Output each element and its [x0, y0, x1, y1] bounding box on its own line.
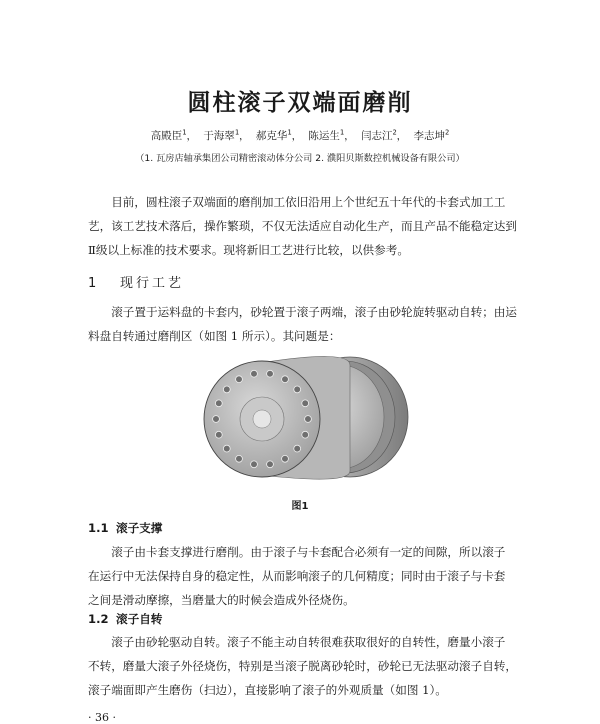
author: 闫志江$^2$	[360, 128, 397, 142]
section-number: 1	[88, 276, 100, 291]
roller-hole	[302, 431, 309, 438]
text-line: 在运行中无法保持自身的稳定性，从而影响滚子的几何精度；同时由于滚子与卡套	[88, 569, 506, 583]
roller-hole	[251, 461, 258, 468]
affiliation: （1. 瓦房店轴承集团公司精密滚动体分公司 2. 濮阳贝斯数控机械设备有限公司）	[135, 153, 465, 164]
roller-hole	[213, 416, 220, 423]
text-line: 滚子端面即产生磨伤（扫边），直接影响了滚子的外观质量（如图 1）。	[88, 683, 447, 697]
author: 于海翠$^1$	[203, 128, 240, 142]
subsection-heading	[88, 520, 162, 536]
roller-hole	[282, 376, 289, 383]
roller-hole	[294, 386, 301, 393]
roller-hole	[302, 400, 309, 407]
page-number: · 36 ·	[88, 711, 116, 724]
page-title: 圆柱滚子双端面磨削	[187, 90, 413, 116]
roller-hole	[267, 461, 274, 468]
subsection-paragraph	[88, 630, 558, 702]
text-line: 滚子由卡套支撑进行磨削。由于滚子与卡套配合必须有一定的间隙，所以滚子	[111, 545, 506, 559]
author: 郝克华$^1$	[255, 128, 292, 142]
text-line: 目前，圆柱滚子双端面的磨削加工依旧沿用上个世纪五十年代的卡套式加工工	[111, 195, 506, 209]
roller-hole	[223, 445, 230, 452]
author-list: 高殿臣$^1$， 于海翠$^1$， 郝克华$^1$， 陈运生$^1$， 闫志江$^2$， 李志坤$^2$	[150, 128, 450, 142]
author: 陈运生$^1$	[308, 128, 345, 142]
roller-hole	[215, 431, 222, 438]
intro-paragraph	[88, 190, 558, 262]
roller-hole	[305, 416, 312, 423]
text-line: 滚子由砂轮驱动自转。滚子不能主动自转很难获取很好的自转性，磨量小滚子	[111, 635, 506, 649]
subsection-title: 滚子自转	[116, 612, 163, 626]
roller-hole	[251, 370, 258, 377]
text-line: 料盘自转通过磨削区（如图 1 所示）。其问题是：	[88, 329, 341, 343]
roller-hole	[282, 455, 289, 462]
section-heading	[88, 272, 184, 291]
carrier-disc	[204, 361, 320, 477]
roller-hole	[236, 376, 243, 383]
subsection-number: 1.1	[88, 521, 109, 535]
text-line: 滚子置于运料盘的卡套内，砂轮置于滚子两端，滚子由砂轮旋转驱动自转；由运	[111, 305, 517, 319]
text-line: 之间是滑动摩擦，当磨量大的时候会造成外径烧伤。	[88, 593, 355, 607]
roller-hole	[294, 445, 301, 452]
roller-hole	[236, 455, 243, 462]
roller-hole	[223, 386, 230, 393]
author: 高殿臣$^1$	[150, 128, 187, 142]
roller-hole	[215, 400, 222, 407]
author: 李志坤$^2$	[413, 128, 450, 142]
text-line: 不转，磨量大滚子外径烧伤，特别是当滚子脱离砂轮时，砂轮已无法驱动滚子自转，	[88, 659, 517, 673]
subsection-title: 滚子支撑	[116, 521, 163, 535]
roller-hole	[267, 370, 274, 377]
section-title: 现行工艺	[120, 276, 185, 291]
subsection-heading	[88, 611, 162, 627]
figure-1-illustration	[200, 355, 414, 483]
section-paragraph	[88, 300, 558, 348]
text-line: 艺，该工艺技术落后，操作繁琐，不仅无法适应自动化生产，而且产品不能稳定达到	[88, 219, 517, 233]
figure-caption: 图1	[291, 501, 309, 512]
text-line: Ⅱ级以上标准的技术要求。现将新旧工艺进行比较，以供参考。	[88, 243, 409, 257]
subsection-number: 1.2	[88, 612, 109, 626]
subsection-paragraph	[88, 540, 558, 612]
